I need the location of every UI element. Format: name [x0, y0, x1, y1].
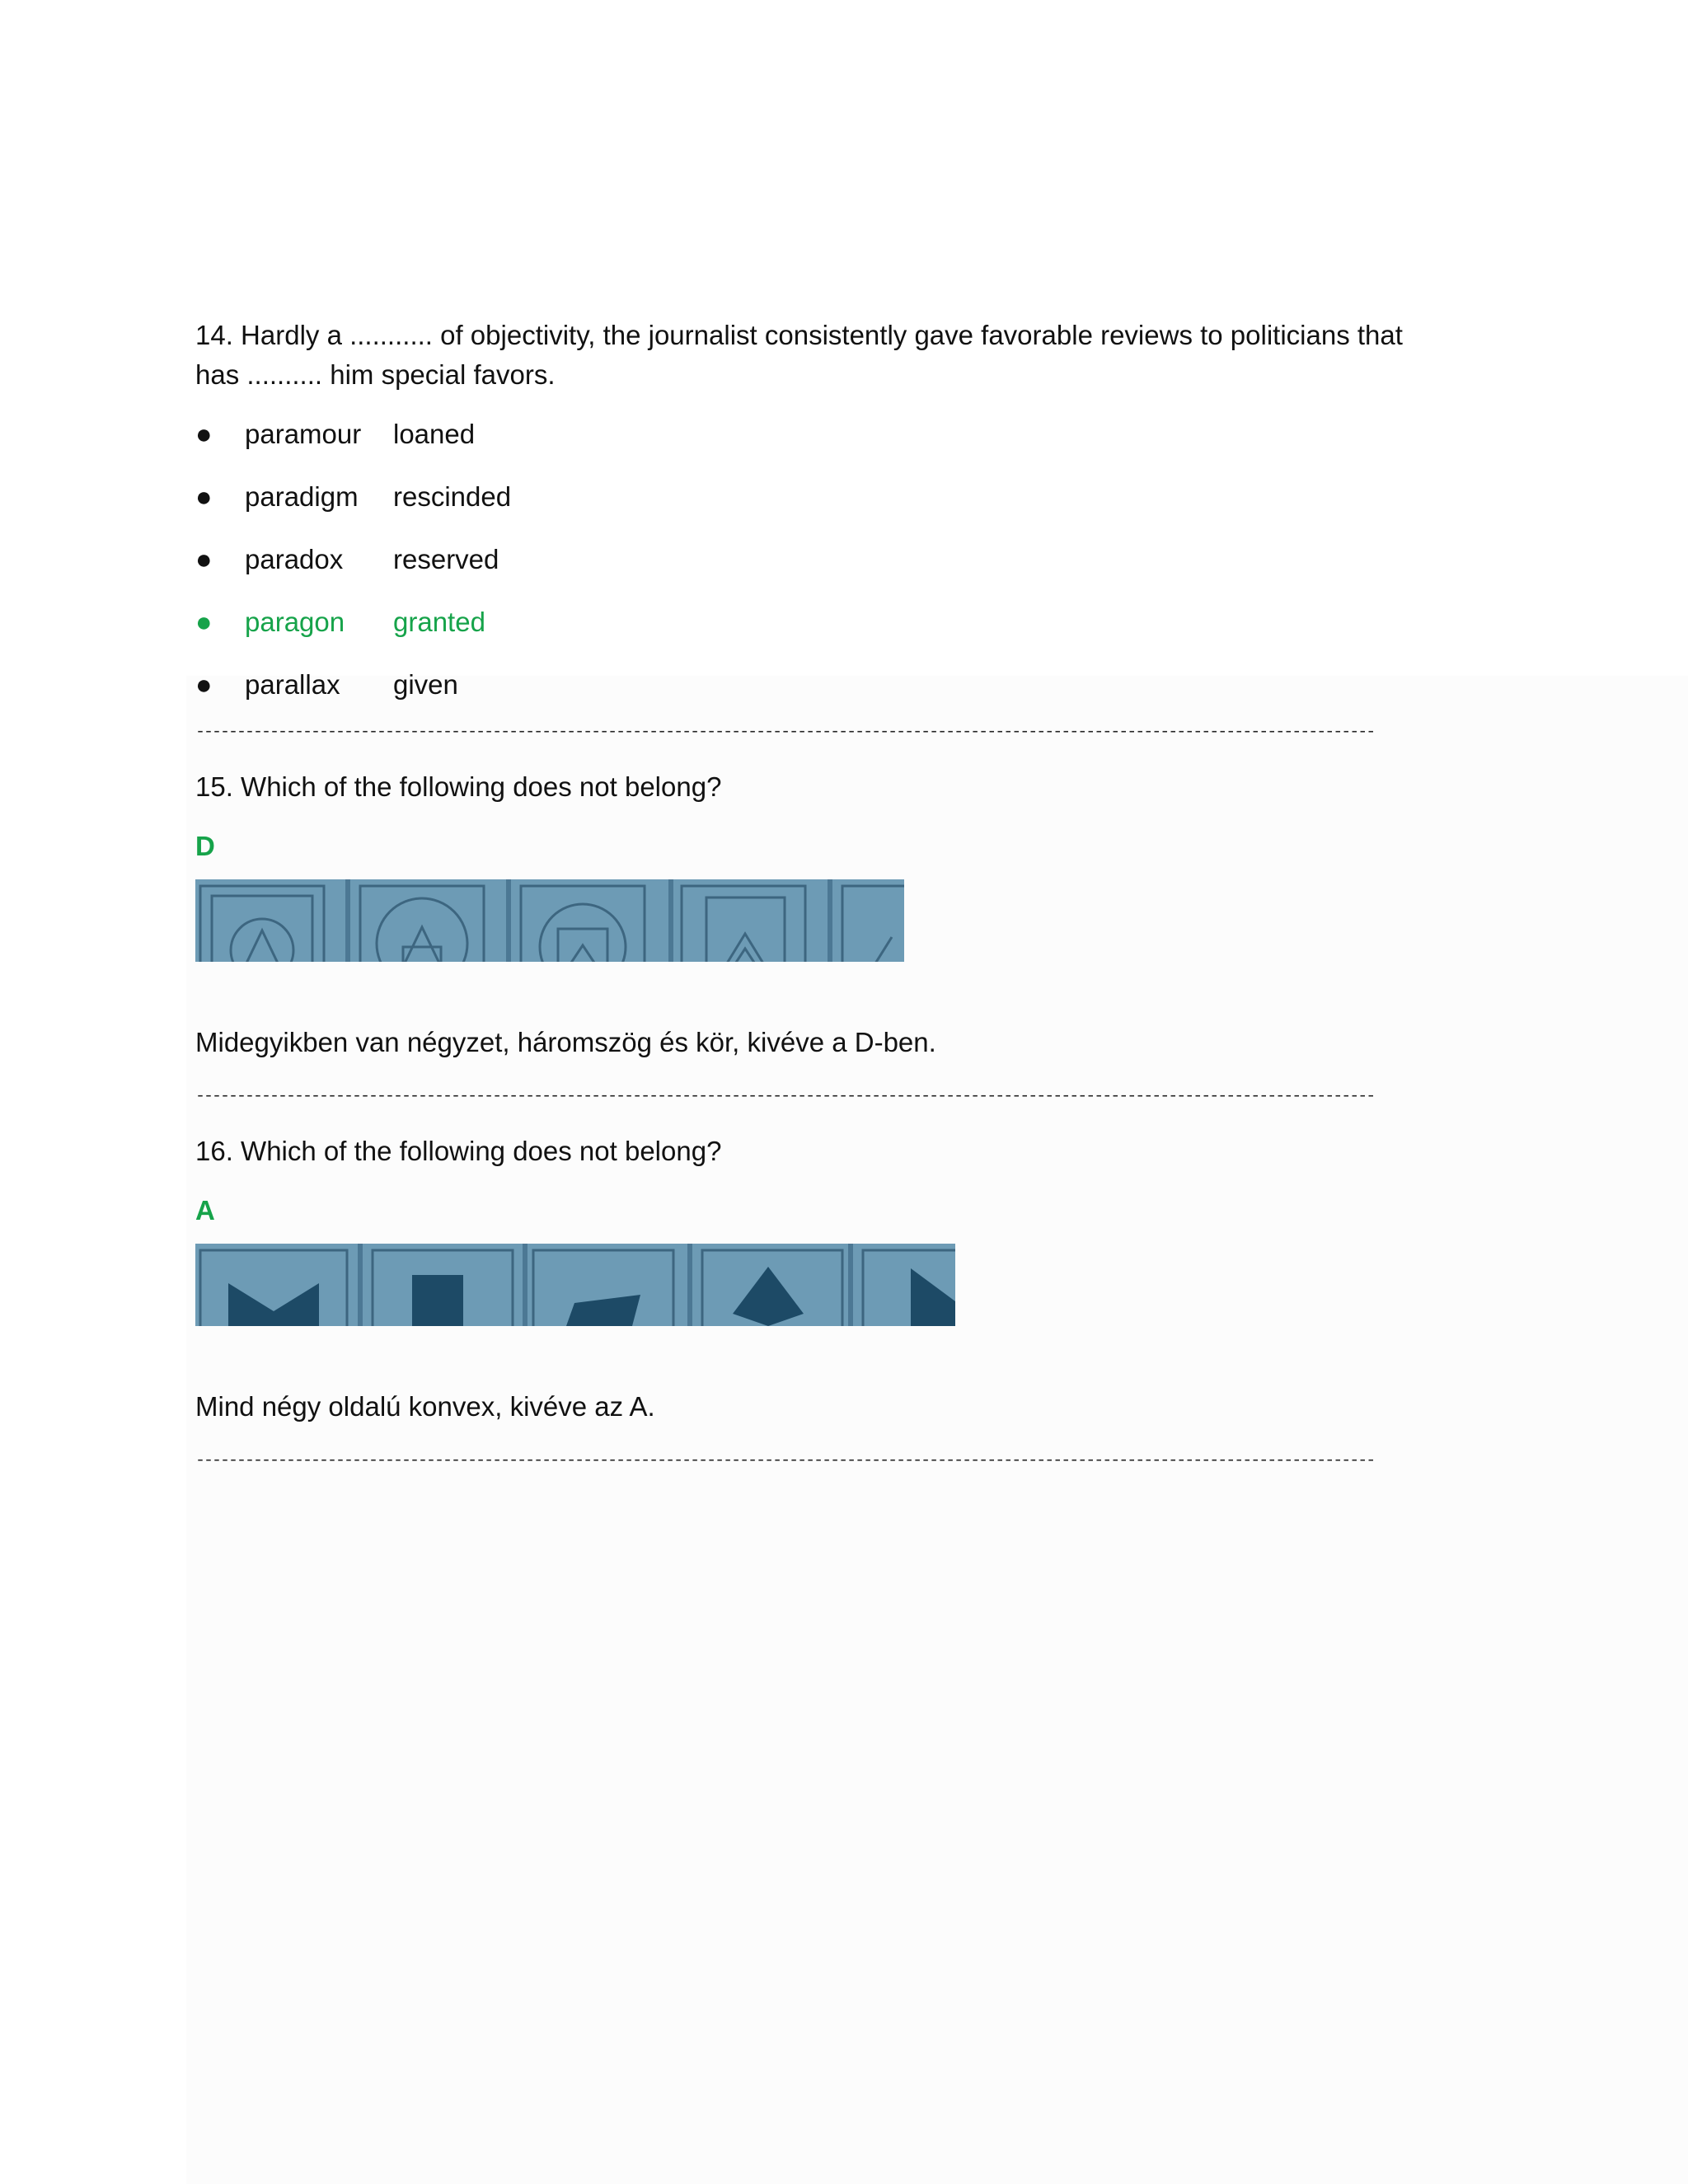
option-paradox — [195, 540, 1481, 602]
bullet-icon: ● — [195, 481, 213, 513]
divider: ----------------------------------------------------------------------------------------------------------------------------------------------- — [195, 1451, 1375, 1470]
bullet-icon: ● — [195, 669, 213, 701]
bullet-icon: ● — [195, 544, 213, 575]
option-paragon-correct — [195, 602, 1481, 665]
question-16-answer: A — [195, 1195, 215, 1226]
question-15-figure-strip — [195, 879, 904, 962]
option-paradigm — [195, 477, 1481, 540]
question-16-text: 16. Which of the following does not belong? — [195, 1136, 722, 1166]
bullet-icon: ● — [195, 419, 213, 450]
question-16 — [195, 1132, 1481, 1427]
question-14-options — [195, 415, 1481, 728]
option-word-1: paramour — [245, 419, 362, 449]
option-paramour — [195, 415, 1481, 477]
option-word-2: reserved — [393, 544, 499, 574]
question-15-answer: D — [195, 831, 215, 861]
divider: ----------------------------------------------------------------------------------------------------------------------------------------------- — [195, 1087, 1375, 1106]
option-word-2: granted — [393, 607, 485, 637]
option-word-1: parallax — [245, 669, 340, 700]
question-15 — [195, 767, 1481, 1062]
option-word-1: paradigm — [245, 481, 359, 512]
option-word-1: paragon — [245, 607, 345, 637]
question-15-explanation: Midegyikben van négyzet, háromszög és kör, kivéve a D-ben. — [195, 1027, 936, 1057]
option-parallax — [195, 665, 1481, 728]
divider: ----------------------------------------------------------------------------------------------------------------------------------------------- — [195, 723, 1375, 742]
document-content — [195, 316, 1481, 1478]
option-word-2: rescinded — [393, 481, 512, 512]
bullet-icon: ● — [195, 607, 213, 638]
option-word-2: given — [393, 669, 458, 700]
question-14-line-2: has .......... him special favors. — [195, 359, 556, 390]
question-14 — [195, 316, 1481, 728]
option-word-1: paradox — [245, 544, 344, 574]
question-16-figure-strip — [195, 1244, 955, 1326]
question-14-line-1: 14. Hardly a ........... of objectivity, the journalist consistently gave favorable reviews to politicians that — [195, 320, 1403, 350]
option-word-2: loaned — [393, 419, 476, 449]
question-16-explanation: Mind négy oldalú konvex, kivéve az A. — [195, 1391, 655, 1422]
question-15-text: 15. Which of the following does not belong? — [195, 771, 722, 802]
